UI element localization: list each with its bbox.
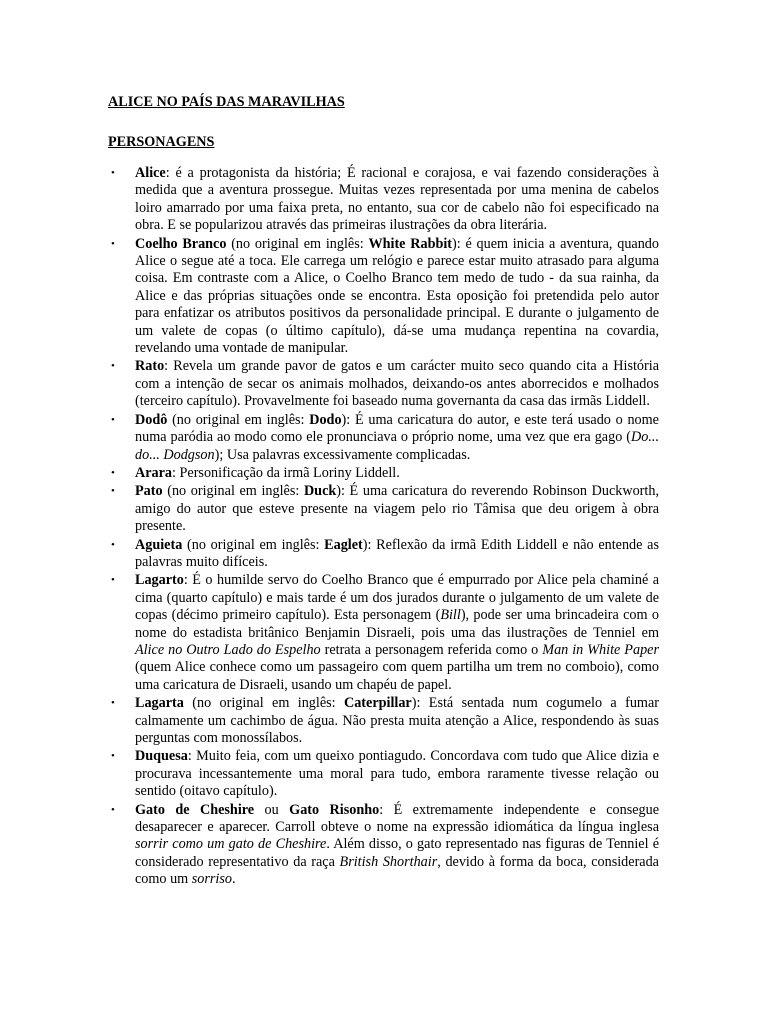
italic-book-title: Alice no Outro Lado do Espelho [135,641,321,658]
list-item [111,536,659,572]
character-name: Alice [135,165,166,181]
original-name: Duck [303,483,337,500]
character-description-cont: , devido à forma da boca, considerada como um [135,853,659,888]
bullet-icon: • [111,167,115,179]
bullet-icon: • [111,237,115,250]
character-description: : É extremamente independente e consegue desaparecer e aparecer. Carroll obteve o nome na expressão idiomática da língua inglesa [135,801,660,836]
character-name: Dodô [135,411,168,428]
list-item [111,801,660,889]
character-description-cont: ), pode ser uma brincadeira com o nome do estadista britânico Benjamin Disraeli, pois uma das ilustrações de Tenniel em [135,607,659,641]
bullet-icon: • [111,574,115,587]
bullet-icon: • [111,538,115,551]
character-description-end: . [231,871,236,888]
character-description: : é a protagonista da história; É racional e corajosa, e vai fazendo considerações à medida que a aventura prossegue. Muitas vezes representada por uma menina de cabelos loiro amarrado por uma faixa preta, no entanto, sua cor de cabelo não foi especificado na obra. E se popularizou através das primeiras ilustrações da obra literária. [135,165,659,234]
character-description: : Revela um grande pavor de gatos e um carácter muito seco quando cita a História com a intenção de secar os animais molhados, deixando-os antes aborrecidos e molhados (terceiro capítulo). Provavelmente foi baseado numa governanta da casa das irmãs Liddell. [135,358,659,410]
character-description: ): É uma caricatura do autor, e este terá usado o nome numa paródia ao modo como ele pronunciava o próprio nome, uma vez que era gago ( [135,411,659,446]
character-alt-name: Gato Risonho [289,801,380,818]
character-description-cont: . Além disso, o gato representado nas figuras de Tenniel é considerado representativo da raça [135,836,659,870]
character-description-cont: retrata a personagem referida como o [320,641,543,658]
original-name: Eaglet [324,536,363,553]
character-description: : Personificação da irmã Loriny Liddell. [172,464,400,481]
original-prefix: (no original em inglês: [182,536,325,553]
character-name: Coelho Branco [135,235,227,252]
original-prefix: (no original em inglês: [162,483,304,500]
bullet-icon: • [111,413,115,426]
character-name: Lagarto [135,572,184,589]
italic-phrase: sorriso [191,871,232,888]
list-item [111,695,659,747]
original-name: Caterpillar [343,695,412,712]
character-description: ): Reflexão da irmã Edith Liddell e não entende as palavras muito difíceis. [135,536,659,570]
original-prefix: (no original em inglês: [226,235,369,252]
character-description: : Muito feia, com um queixo pontiagudo. Concordava com tudo que Alice dizia e procurava incessantemente uma moral para tudo, embora raramente tivesse relação ou sentido (oitavo capítulo). [135,748,659,800]
character-name: Lagarta [135,695,184,712]
character-name: Duquesa [135,748,188,765]
bullet-icon: • [111,466,115,479]
character-description-end: ); Usa palavras excessivamente complicadas. [214,446,471,463]
character-name: Gato de Cheshire [135,801,255,818]
bullet-icon: • [111,697,115,710]
list-item [111,572,659,694]
bullet-icon: • [111,485,115,498]
section-heading: PERSONAGENS [108,134,215,150]
character-description: ): Está sentada num cogumelo a fumar calmamente um cachimbo de água. Não presta muita atenção a Alice, respondendo às suas perguntas com monossílabos. [135,695,659,746]
original-name: White Rabbit [368,235,453,252]
list-item [111,411,659,464]
original-name: Dodo [309,411,342,428]
list-item [111,235,659,358]
list-item [111,464,659,482]
italic-phrase: Do... do... Dodgson [135,429,659,463]
character-description-end: (quem Alice conhece como um passageiro com quem partilha um trem no comboio), como uma caricatura de Disraeli, usando um chapéu de papel. [135,659,659,693]
list-item [111,483,659,535]
document-title: ALICE NO PAÍS DAS MARAVILHAS [108,94,345,110]
original-prefix: (no original em inglês: [183,695,344,712]
character-description: ): é quem inicia a aventura, quando Alice o segue até a toca. Ele carrega um relógio e parece estar muito atrasado para alguma coisa. Em contraste com a Alice, o Coelho Branco tem medo de tudo - da sua rainha, da Alice e das próprias situações onde se encontra. Esta oposição foi pretendida pelo autor para enfatizar os atributos positivos da personalidade principal. E durante o julgamento de um valete de copas (o último capítulo), dá-se uma mudança repentina na covardia, revelando uma vontade de manipular. [135,235,659,357]
bullet-icon: • [111,750,115,763]
list-item [111,358,659,410]
character-name: Rato [135,358,165,375]
bullet-icon: • [111,803,115,816]
italic-phrase: sorrir como um gato de Cheshire [135,836,327,853]
character-description: ): É uma caricatura do reverendo Robinson Duckworth, amigo do autor que esteve presente na viagem pelo rio Tâmisa que deu origem à obra presente. [135,483,659,535]
list-item [111,165,659,235]
bullet-icon: • [111,360,115,373]
italic-phrase: Man in White Paper [542,641,659,658]
original-prefix: (no original em inglês: [167,411,310,428]
character-list [111,165,660,890]
character-description: : É o humilde servo do Coelho Branco que é empurrado por Alice pela chaminé a cima (quarto capítulo) e mais tarde é um dos jurados durante o julgamento de um valete de copas (décimo primeiro capítulo). Esta personagem ( [135,572,659,624]
italic-phrase: Bill [440,607,461,624]
character-name: Aguieta [135,536,183,553]
italic-breed: British Shorthair [339,853,438,870]
name-joiner: ou [254,801,290,818]
character-name: Arara [135,464,173,481]
list-item [111,748,659,800]
character-name: Pato [135,483,163,500]
